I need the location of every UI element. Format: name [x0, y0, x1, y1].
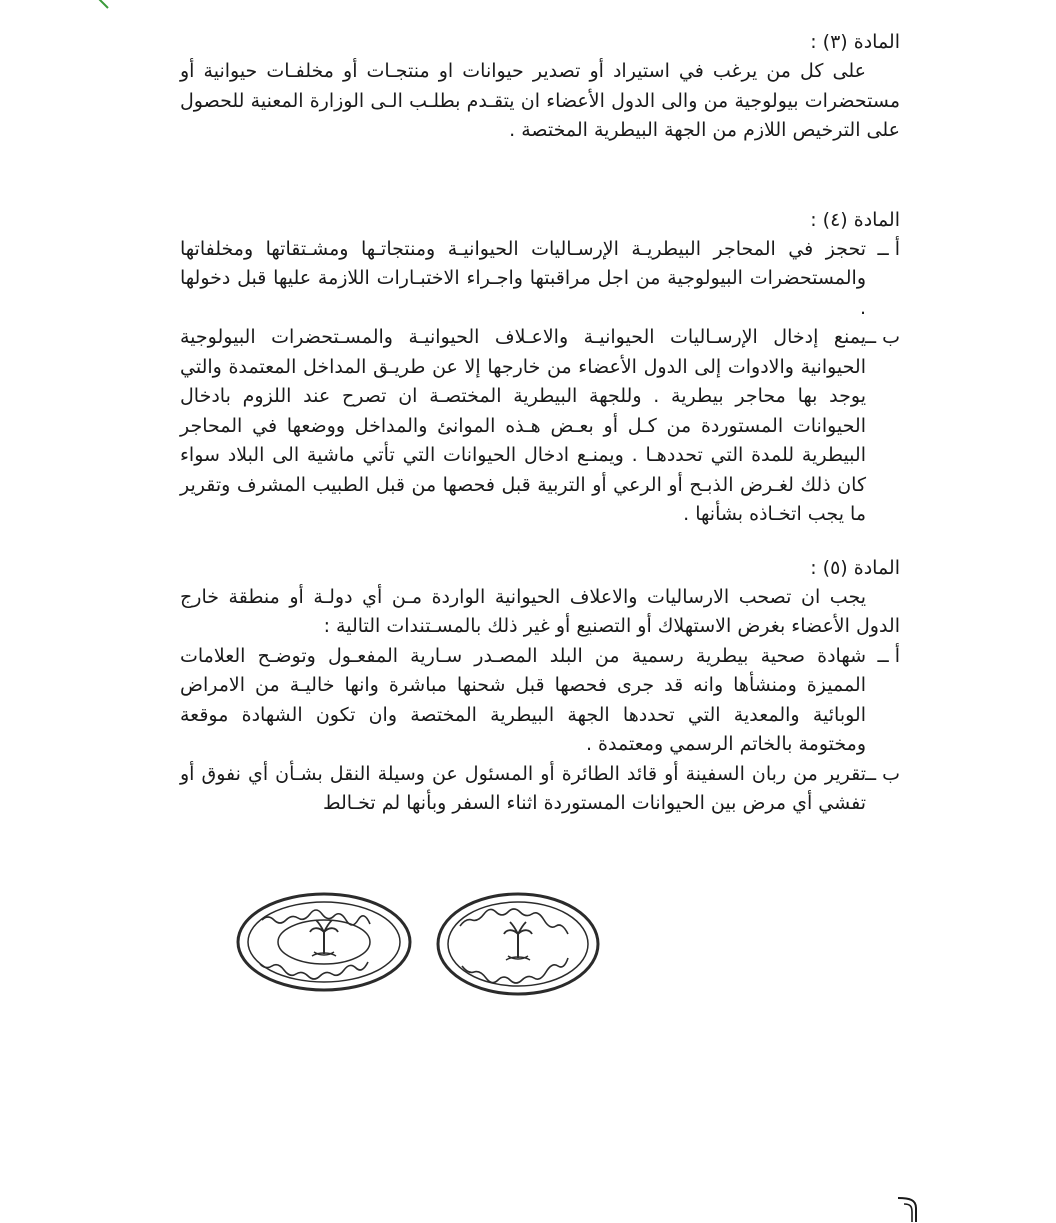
article-5-item-b [180, 760, 900, 819]
article-3-text: على كل من يرغب في استيراد أو تصدير حيوانات او منتجـات أو مخلفـات حيوانية أو مستحضرات بيولوجية من والى الدول الأعضاء ان يتقـدم بطلـب الـى الوزارة المعنية للحصول على الترخيص اللازم من الجهة البيطرية المختصة . [180, 60, 900, 141]
item-marker: أ ــ [877, 644, 900, 667]
section-spacer [180, 146, 900, 206]
item-text: شهادة صحية بيطرية رسمية من البلد المصـدر سـارية المفعـول وتوضـح العلامات المميزة ومنشأها وانه قد جرى فحصها قبل شحنها مباشرة وانها خاليـة من الامراض الوبائية والمعدية التي تحددها الجهة البيطرية المختصة وان تكون الشهادة موقعة ومختومة بالخاتم الرسمي ومعتمدة . [180, 644, 866, 755]
article-5-intro: يجب ان تصحب الارساليات والاعلاف الحيوانية الواردة مـن أي دولـة أو منطقة خارج الدول الأعضاء بغرض الاستهلاك أو التصنيع أو غير ذلك بالمسـتندات التالية : [180, 585, 900, 637]
item-text: تقرير من ربان السفينة أو قائد الطائرة أو المسئول عن وسيلة النقل بشـأن أي نفوق أو تفشي أي مرض بين الحيوانات المستوردة اثناء السفر وبأنها لم تخـالط [180, 762, 866, 814]
item-text: يمنع إدخال الإرسـاليات الحيوانيـة والاعـلاف الحيوانيـة والمسـتحضرات البيولوجية الحيوانية والادوات إلى الدول الأعضاء من خارجها إلا عن طريـق المداخل المعتمدة والتي يوجد بها محاجر بيطرية . وللجهة البيطرية المختصـة ان تصرح عند اللزوم بادخال الحيوانات المستوردة من كـل أو بعـض هـذه الموانئ والمداخل ووضعها في المحاجر البيطرية للمدة التي تحددهـا . ويمنـع ادخال الحيوانات التي تأتي ماشية الى البلاد سواء كان ذلك لغـرض الذبـح أو الرعي أو التربية قبل فحصها من قبل الطبيب المشرف وتقرير ما يجب اتخـاذه بشأنها . [180, 326, 866, 525]
item-marker: ب ــ [864, 762, 900, 785]
article-4-heading: المادة (٤) : [810, 208, 900, 231]
item-marker: ب ــ [864, 326, 900, 348]
experts-commission-seal [234, 890, 414, 994]
article-5-heading: المادة (٥) : [810, 556, 900, 579]
section-spacer [180, 530, 900, 554]
article-4-item-a [180, 235, 900, 324]
article-4-item-b [180, 323, 900, 530]
item-text: تحجز في المحاجر البيطريـة الإرسـاليات الحيوانيـة ومنتجاتـها ومشـتقاتها ومخلفاتها والمستحضرات البيولوجية من اجل مراقبتها واجـراء الاختبـارات اللازمة عليها قبل دخولها . [180, 237, 866, 319]
official-seals [234, 890, 614, 1000]
general-secretariat-seal [434, 890, 602, 998]
document-body [180, 28, 900, 819]
item-marker: أ ــ [877, 237, 900, 260]
article-5-item-a [180, 642, 900, 760]
article-3-heading: المادة (٣) : [810, 31, 900, 53]
corner-tick-mark [96, 0, 110, 10]
page-corner-mark [894, 1196, 924, 1222]
